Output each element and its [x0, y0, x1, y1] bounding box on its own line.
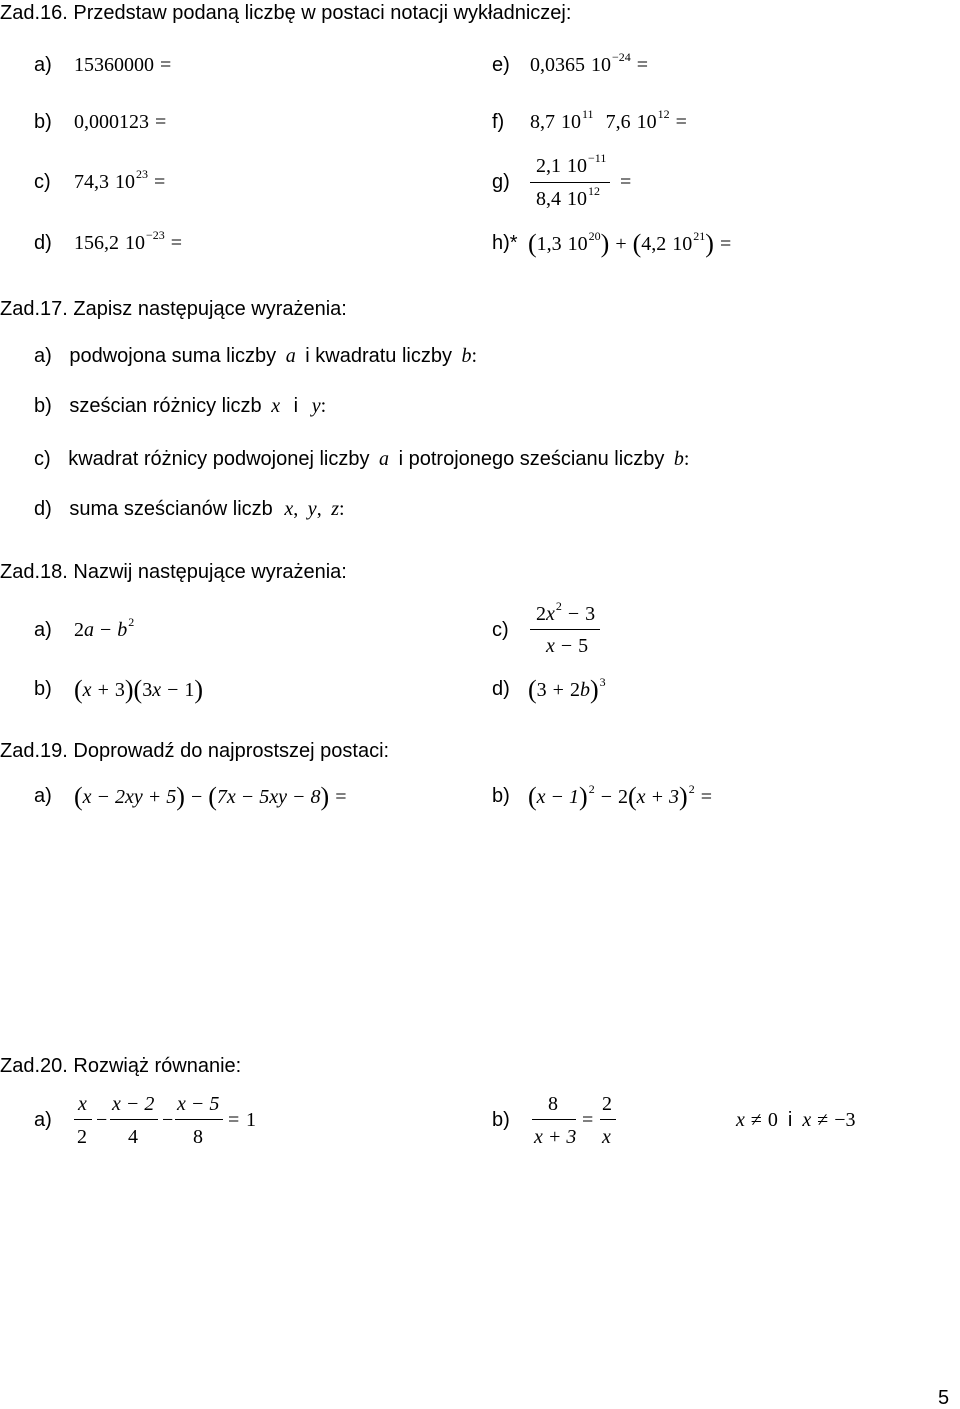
z20-b-f1-num: 8	[548, 1093, 558, 1115]
z18-b-lparen2: (	[133, 675, 143, 704]
z16-f-base2: 10	[636, 111, 657, 133]
z16-d-label: d)	[34, 232, 52, 254]
z17-b-label: b)	[34, 395, 52, 417]
z16-c-label: c)	[34, 171, 51, 193]
z16-b-label: b)	[34, 111, 52, 133]
z16-h-plus: +	[615, 233, 627, 255]
z18-c-den-num: 5	[578, 635, 589, 657]
z20-b-eq: =	[582, 1109, 594, 1131]
z20-a-f3-bar	[175, 1119, 223, 1120]
z16-b-expr	[74, 112, 166, 132]
z17-c-colon: :	[683, 448, 690, 470]
z16-f-mantissa1: 8,7	[530, 111, 555, 133]
z17-a-var1: a	[285, 345, 296, 367]
z20-a-f2-den: 4	[128, 1126, 138, 1148]
z18-b-var1: x	[82, 679, 92, 701]
z17-d-comma1: ,	[293, 498, 299, 520]
z20-condition	[736, 1110, 855, 1130]
z18-b-var2: x	[152, 679, 162, 701]
z18-d-num1: 3	[536, 679, 547, 701]
z19-b-exp1: 2	[588, 782, 595, 796]
z20-cond-neq1: ≠	[750, 1109, 762, 1131]
z19-b-eq: =	[700, 786, 712, 808]
z16-d-exponent: −23	[146, 228, 165, 242]
z19-b-coef: 2	[618, 786, 628, 808]
z17-c-text1: kwadrat różnicy podwojonej liczby	[68, 448, 370, 470]
z18-d-coef: 2	[569, 679, 580, 701]
z17-a-var2: b	[461, 345, 472, 367]
z20-a-eq: =	[228, 1109, 240, 1131]
z20-cond-var1: x	[736, 1109, 745, 1131]
z16-g-den-mantissa: 8,4	[536, 188, 561, 210]
z19-b-base2: x + 3	[636, 786, 680, 808]
z17-b-text1: sześcian różnicy liczb	[69, 395, 262, 417]
z18-b-num2: 3	[142, 679, 153, 701]
z16-c-eq: =	[154, 171, 166, 193]
z18-c-fraction-bar	[530, 629, 600, 630]
z16-g-num-base: 10	[567, 155, 587, 177]
zad20-title: Zad.20. Rozwiąż równanie:	[0, 1055, 242, 1077]
z17-c-text2: i potrojonego sześcianu liczby	[398, 448, 665, 470]
z18-c-den-op: −	[560, 635, 573, 657]
z18-b-num3: 1	[184, 679, 195, 701]
z16-e-mantissa: 0,0365	[530, 54, 585, 76]
z18-c-num-var: x	[546, 603, 555, 625]
z18-c-num-exp: 2	[555, 599, 562, 613]
z17-c-row	[34, 449, 689, 469]
z16-d-expr	[74, 228, 183, 254]
z19-b-exp2: 2	[688, 782, 695, 796]
z20-b-f2-den: x	[602, 1126, 611, 1148]
z19-a-expr1: x − 2xy + 5	[82, 786, 177, 808]
z16-a-eq: =	[160, 54, 172, 76]
z16-c-mantissa: 74,3	[74, 171, 109, 193]
zad18-title: Zad.18. Nazwij następujące wyrażenia:	[0, 561, 347, 583]
z18-d-lparen: (	[528, 675, 537, 704]
z16-e-expr	[530, 50, 649, 76]
z19-b-base1: x − 1	[536, 786, 580, 808]
z17-c-label: c)	[34, 448, 51, 470]
z20-cond-var2: x	[802, 1109, 812, 1131]
z19-b-minus: −	[600, 786, 612, 808]
z17-d-var2: y	[307, 498, 317, 520]
z18-c-label: c)	[492, 619, 509, 641]
z18-b-rparen1: )	[124, 675, 134, 704]
z18-d-exp: 3	[599, 675, 606, 689]
z16-a-value: 15360000	[74, 54, 154, 76]
zad16-title: Zad.16. Przedstaw podaną liczbę w postaci notacji wykładniczej:	[0, 2, 572, 24]
z17-d-var1: x	[284, 498, 294, 520]
z18-c-num-coef: 2	[536, 603, 546, 625]
z18-c-num-num: 3	[585, 603, 596, 625]
z16-c-base: 10	[115, 171, 135, 193]
z20-a-f1-bar	[74, 1119, 92, 1120]
z18-b-label: b)	[34, 678, 52, 700]
z20-a-f3-den: 8	[193, 1126, 203, 1148]
z18-a-coef: 2	[74, 619, 84, 641]
z16-h-eq: =	[719, 233, 732, 255]
zad19-title: Zad.19. Doprowadź do najprostszej postaci:	[0, 740, 390, 762]
z16-g-numerator	[536, 151, 607, 177]
z16-e-label: e)	[492, 54, 510, 76]
z17-d-text1: suma sześcianów liczb	[69, 498, 273, 520]
z19-b-label: b)	[492, 785, 510, 807]
z18-a-var2: b	[117, 619, 128, 641]
z18-b-expr	[74, 675, 204, 704]
z20-a-f2-num: x − 2	[112, 1093, 155, 1115]
z18-a-label: a)	[34, 619, 52, 641]
z18-b-rparen2: )	[194, 675, 204, 704]
z16-g-num-exp: −11	[588, 151, 607, 165]
z16-g-eq: =	[620, 171, 632, 193]
z20-cond-num1: 0	[767, 1109, 778, 1131]
z18-d-rparen: )	[589, 675, 599, 704]
z18-a-var1: a	[84, 619, 94, 641]
z18-d-var: b	[579, 679, 590, 701]
z17-b-row	[34, 396, 326, 416]
z17-b-colon: :	[320, 395, 327, 417]
z17-d-row	[34, 499, 345, 519]
z16-f-eq: =	[675, 111, 687, 133]
z20-cond-neq2: ≠	[817, 1109, 829, 1131]
z17-a-label: a)	[34, 345, 52, 367]
z16-c-exponent: 23	[136, 167, 148, 181]
z16-h-expr: (1,3 $10^{20}) + (4,2$ $10^{21}$) =	[528, 229, 732, 258]
z20-b-f1-den: x + 3	[534, 1126, 577, 1148]
z16-a-expr	[74, 55, 171, 75]
z18-a-expr	[74, 615, 135, 641]
z17-d-label: d)	[34, 498, 52, 520]
z16-h-exp1: 20	[588, 229, 601, 243]
z19-a-eq: =	[335, 786, 347, 808]
z20-b-f2-bar	[600, 1119, 616, 1120]
z20-a-f1-den: 2	[77, 1126, 87, 1148]
z16-f-expr	[530, 107, 687, 133]
z16-f-label: f)	[492, 111, 505, 133]
z20-a-f3-num: x − 5	[177, 1093, 220, 1115]
z16-f-mantissa2: 7,6	[605, 111, 631, 133]
zad17-title: Zad.17. Zapisz następujące wyrażenia:	[0, 298, 347, 320]
z20-a-label: a)	[34, 1109, 52, 1131]
z16-h-mantissa2: 4,2	[641, 233, 667, 255]
z20-b-label: b)	[492, 1109, 510, 1131]
z16-h-base1: 10	[567, 233, 588, 255]
z17-c-var1: a	[379, 448, 390, 470]
z19-a-expr: (x − 2xy + 5) − (7x − 5xy − 8) =	[74, 782, 347, 811]
z17-b-var2: y	[311, 395, 321, 417]
z20-a-rhs: 1	[246, 1109, 256, 1131]
z18-d-label: d)	[492, 678, 510, 700]
z16-h-mantissa1: 1,3	[536, 233, 562, 255]
z19-a-label: a)	[34, 785, 52, 807]
z17-d-comma2: ,	[316, 498, 322, 520]
z18-c-numerator	[536, 599, 596, 625]
z20-a-op1: −	[96, 1109, 108, 1131]
z16-f-exp2: 12	[657, 107, 670, 121]
z18-b-op1: +	[97, 679, 109, 701]
z17-a-colon: :	[471, 345, 478, 367]
z20-a-f1-num: x	[78, 1093, 87, 1115]
z17-a-text1: podwojona suma liczby	[69, 345, 277, 367]
z19-a-expr2: 7x − 5xy − 8	[216, 786, 321, 808]
z16-d-mantissa: 156,2	[74, 232, 119, 254]
z16-e-exponent: −24	[612, 50, 631, 64]
z18-b-lparen1: (	[74, 675, 83, 704]
z16-g-fraction-bar	[530, 182, 610, 183]
z18-c-num-op: −	[567, 603, 580, 625]
z16-g-den-base: 10	[567, 188, 587, 210]
z16-g-denominator	[536, 184, 600, 210]
z17-d-colon: :	[339, 498, 345, 520]
z19-b-expr: $(x - 1)^2 - 2(x + 3)^2$ =	[528, 782, 712, 811]
z16-h-base2: 10	[672, 233, 693, 255]
z17-b-text2: i	[293, 395, 299, 417]
z16-e-base: 10	[591, 54, 611, 76]
z20-a-f2-bar	[110, 1119, 158, 1120]
z18-a-exp: 2	[128, 615, 135, 629]
z20-cond-and: i	[787, 1109, 793, 1131]
z16-f-exp1: 11	[582, 107, 594, 121]
z16-d-base: 10	[125, 232, 145, 254]
z18-c-den-var: x	[546, 635, 555, 657]
z17-a-row	[34, 346, 477, 366]
z16-g-label: g)	[492, 171, 510, 193]
z16-b-eq: =	[155, 111, 167, 133]
z18-d-expr	[528, 675, 606, 704]
z16-h-exp2: 21	[693, 229, 706, 243]
z16-d-eq: =	[170, 232, 183, 254]
z20-a-op2: −	[162, 1109, 174, 1131]
z18-c-denominator	[546, 636, 588, 656]
z18-a-minus: −	[100, 619, 112, 641]
z19-a-minus: −	[190, 786, 203, 808]
z17-a-text2: i kwadratu liczby	[305, 345, 452, 367]
z20-cond-num2: −3	[834, 1109, 856, 1131]
z16-a-label: a)	[34, 54, 52, 76]
z20-b-f2-num: 2	[602, 1093, 612, 1115]
z17-d-var3: z	[331, 498, 340, 520]
z16-g-num-mantissa: 2,1	[536, 155, 561, 177]
page-number: 5	[938, 1387, 950, 1409]
z16-f-base1: 10	[561, 111, 581, 133]
z18-b-op2: −	[167, 679, 179, 701]
z18-d-op: +	[552, 679, 564, 701]
z16-e-eq: =	[636, 54, 649, 76]
z16-h-label: h)*	[492, 232, 518, 254]
z17-c-var2: b	[673, 448, 684, 470]
z16-g-den-exp: 12	[588, 184, 600, 198]
z18-b-num1: 3	[114, 679, 125, 701]
z17-b-var1: x	[271, 395, 281, 417]
z20-b-f1-bar	[532, 1119, 576, 1120]
z16-b-value: 0,000123	[74, 111, 149, 133]
z16-c-expr	[74, 167, 166, 193]
